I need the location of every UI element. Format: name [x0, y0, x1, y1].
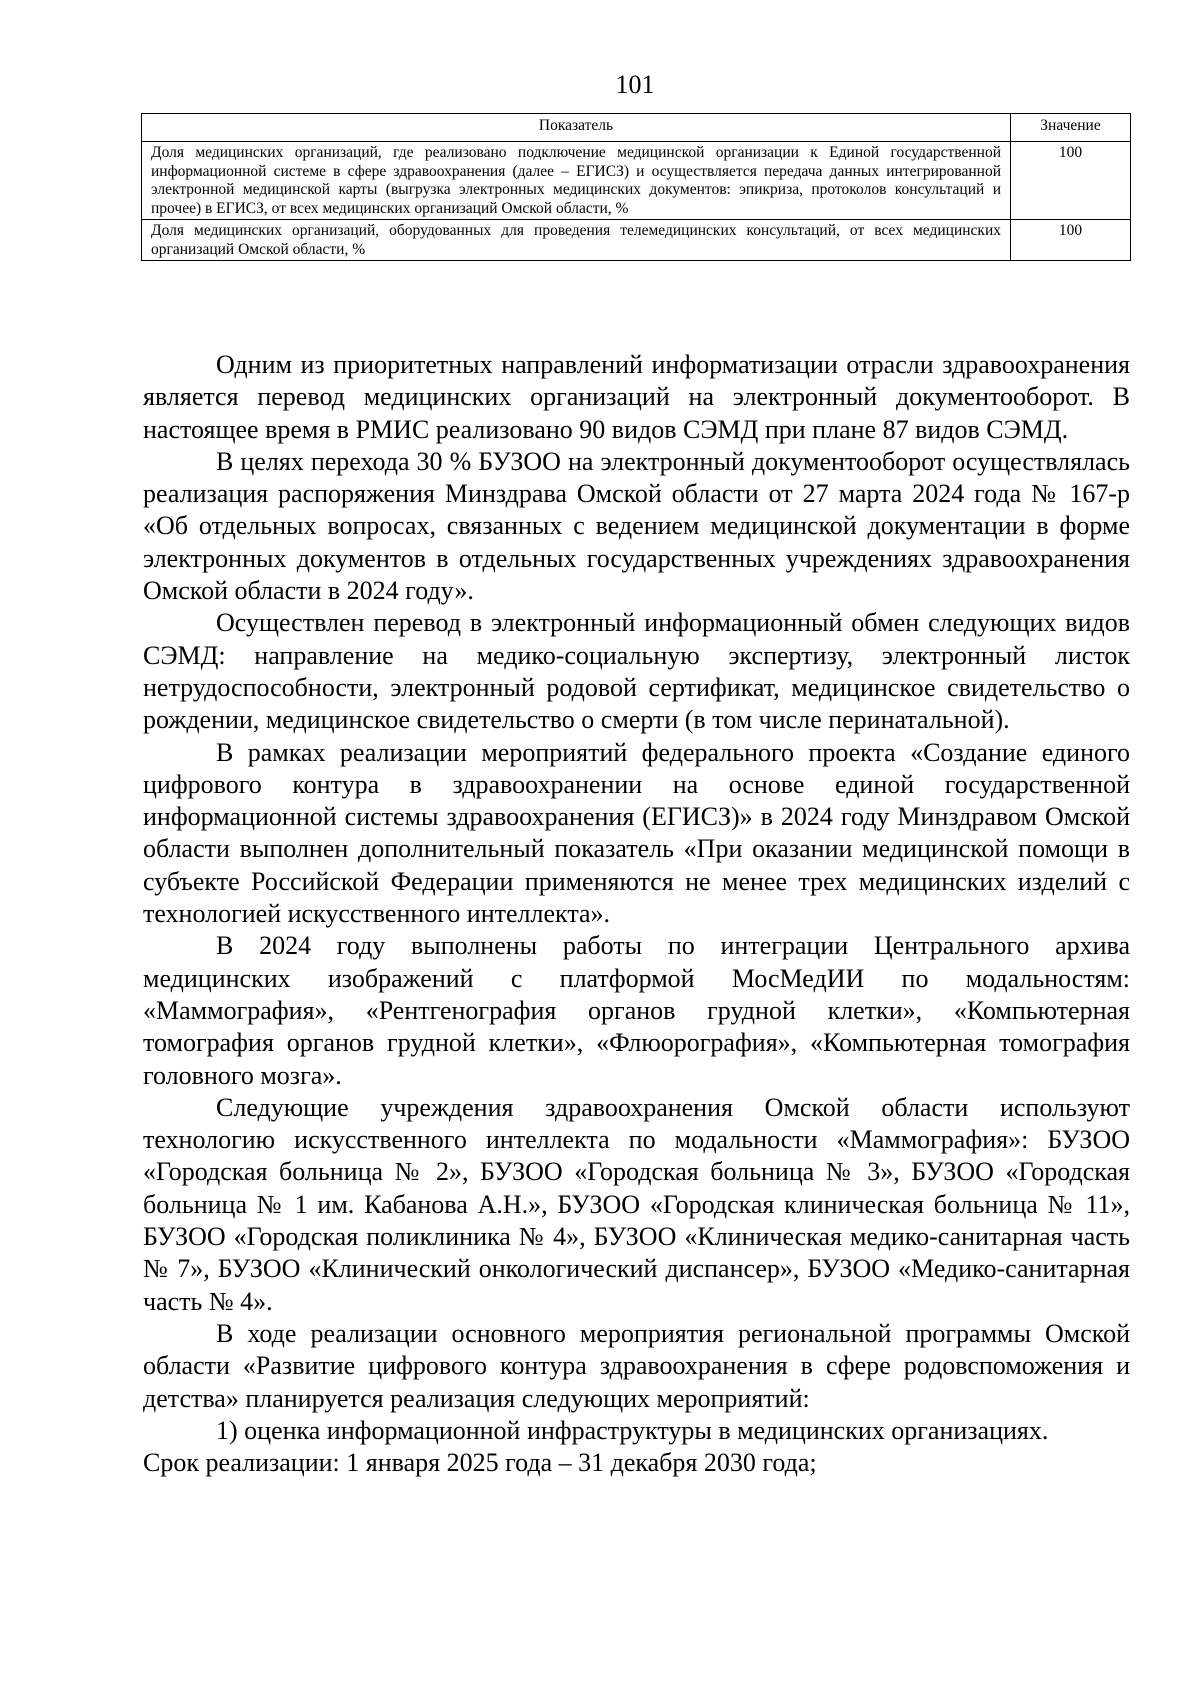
paragraph: В рамках реализации мероприятий федерального проекта «Создание единого цифрового контура в здравоохранении на основе единой государственной информационной системы здравоохранения (ЕГИСЗ)» в 2024 году Минздравом Омской области выполнен дополнительный показатель «При оказании медицинской помощи в субъекте Российской Федерации применяются не менее трех медицинских изделий с технологией искусственного интеллекта». — [143, 737, 1130, 929]
paragraph: В целях перехода 30 % БУЗОО на электронный документооборот осуществлялась реализация распоряжения Минздрава Омской области от 27 марта 2024 года № 167-р «Об отдельных вопросах, связанных с ведением медицинской документации в форме электронных документов в отдельных государственных учреждениях здравоохранения Омской области в 2024 году». — [143, 446, 1130, 606]
value-cell: 100 — [1011, 142, 1131, 220]
column-header-value: Значение — [1011, 114, 1131, 142]
table-row — [142, 142, 1131, 220]
paragraph: 1) оценка информационной инфраструктуры в медицинских организациях. — [216, 1415, 1049, 1445]
paragraph-continuation: Срок реализации: 1 января 2025 года – 31 декабря 2030 года; — [143, 1448, 817, 1478]
indicators-table — [141, 113, 1131, 261]
column-header-indicator: Показатель — [142, 114, 1011, 142]
paragraph: В ходе реализации основного мероприятия региональной программы Омской области «Развитие цифрового контура здравоохранения в сфере родовспоможения и детства» планируется реализация следующих мероприятий: — [143, 1318, 1130, 1413]
document-body — [143, 349, 1130, 1479]
indicator-cell: Доля медицинских организаций, оборудованных для проведения телемедицинских консультаций, от всех медицинских организаций Омской области, % — [142, 220, 1011, 261]
table-row — [142, 220, 1131, 261]
indicator-cell: Доля медицинских организаций, где реализовано подключение медицинской организации к Единой государственной информационной системе в сфере здравоохранения (далее – ЕГИСЗ) и осуществляется передача данных интегрированной электронной медицинской карты (выгрузка электронных медицинских документов: эпикриза, протоколов консультаций и прочее) в ЕГИСЗ, от всех медицинских организаций Омской области, % — [142, 142, 1011, 220]
paragraph: Одним из приоритетных направлений информатизации отрасли здравоохранения является перевод медицинских организаций на электронный документооборот. В настоящее время в РМИС реализовано 90 видов СЭМД при плане 87 видов СЭМД. — [143, 350, 1130, 444]
page-number: 101 — [615, 70, 655, 99]
paragraph: Следующие учреждения здравоохранения Омской области используют технологию искусственного интеллекта по модальности «Маммография»: БУЗОО «Городская больница № 2», БУЗОО «Городская больница № 3», БУЗОО «Городская больница № 1 им. Кабанова А.Н.», БУЗОО «Городская клиническая больница № 11», БУЗОО «Городская поликлиника № 4», БУЗОО «Клиническая медико-санитарная часть № 7», БУЗОО «Клинический онкологический диспансер», БУЗОО «Медико-санитарная часть № 4». — [143, 1092, 1130, 1316]
table-header-row — [142, 114, 1131, 142]
paragraph: Осуществлен перевод в электронный информационный обмен следующих видов СЭМД: направление на медико-социальную экспертизу, электронный листок нетрудоспособности, электронный родовой сертификат, медицинское свидетельство о рождении, медицинское свидетельство о смерти (в том числе перинатальной). — [143, 608, 1130, 735]
paragraph: В 2024 году выполнены работы по интеграции Центрального архива медицинских изображений с платформой МосМедИИ по модальностям: «Маммография», «Рентгенография органов грудной клетки», «Компьютерная томография органов грудной клетки», «Флюорография», «Компьютерная томография головного мозга». — [143, 931, 1130, 1090]
value-cell: 100 — [1011, 220, 1131, 261]
